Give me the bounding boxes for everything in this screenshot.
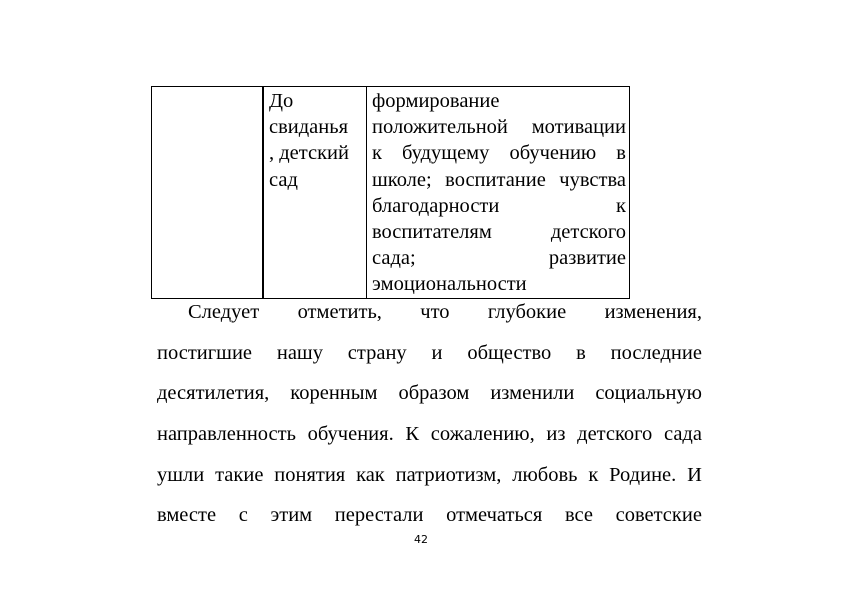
goals-line (372, 88, 626, 114)
word: любовь (512, 463, 578, 486)
word: мотивации (531, 116, 626, 139)
word: чувства (559, 168, 626, 191)
word: отметить, (297, 301, 382, 323)
body-paragraph (157, 298, 702, 542)
table-row (152, 87, 630, 299)
word: Следует (188, 301, 260, 323)
goals-line (372, 193, 626, 219)
word: социальную (595, 382, 702, 405)
word: из (546, 423, 566, 446)
goals-line (372, 167, 626, 193)
word: коренным (290, 382, 378, 405)
paragraph-line (157, 339, 702, 380)
word: нашу (276, 341, 323, 364)
table-cell-goals (367, 87, 630, 299)
word: изменения, (604, 301, 702, 323)
word: ушли (157, 463, 205, 486)
word: как (356, 463, 385, 486)
word: сожалению, (430, 423, 535, 446)
event-title-line: , детский (269, 142, 349, 165)
paragraph-line (157, 461, 702, 502)
goals-line (372, 114, 626, 140)
word: сада; (372, 247, 416, 270)
word: будущему (402, 142, 490, 165)
word: с (238, 504, 248, 527)
word: К (405, 423, 420, 446)
word: детского (577, 423, 653, 446)
event-title (264, 87, 366, 193)
paragraph-line (157, 298, 702, 339)
table-cell-empty (152, 87, 264, 299)
table-cell-event (263, 87, 367, 299)
word: сада (663, 423, 702, 446)
word: в (576, 341, 586, 364)
word: воспитателям (372, 221, 492, 244)
word: последние (610, 341, 702, 364)
activities-table (151, 86, 630, 299)
word: обучения. (307, 423, 394, 446)
word: глубокие (487, 301, 567, 323)
word: отмечаться (446, 504, 543, 527)
word: изменили (490, 382, 575, 405)
word: Родине. (609, 463, 677, 486)
word: этим (270, 504, 313, 527)
word: все (564, 504, 593, 527)
word: что (420, 301, 450, 323)
event-goals (367, 87, 629, 298)
word: общество (467, 341, 552, 364)
word: школе; (372, 168, 432, 191)
goals-line (372, 245, 626, 271)
word: к (616, 194, 626, 217)
word: положительной (372, 116, 508, 139)
word: И (687, 463, 702, 486)
word: советские (615, 504, 702, 527)
event-title-line: свиданья (269, 116, 349, 139)
word: понятия (274, 463, 346, 486)
word: патриотизм, (395, 463, 502, 486)
word: вместе (157, 504, 217, 527)
goals-line (372, 271, 626, 297)
word: десятилетия, (157, 382, 270, 405)
word: обучению (509, 142, 597, 165)
paragraph-line (157, 379, 702, 420)
word: благодарности (372, 194, 500, 217)
word: развитие (548, 247, 626, 270)
word: детского (550, 221, 626, 244)
word: страну (347, 341, 407, 364)
word: и (431, 341, 443, 364)
word: эмоциональности (372, 273, 527, 296)
event-title-line: До (269, 90, 294, 112)
paragraph-line (157, 420, 702, 461)
goals-line (372, 219, 626, 245)
word: к (372, 142, 382, 165)
word: воспитание (445, 168, 546, 191)
goals-line (372, 140, 626, 166)
word: образом (398, 382, 470, 405)
word: постигшие (157, 341, 253, 364)
word: формирование (372, 90, 500, 112)
page-number: 42 (414, 533, 428, 546)
word: к (588, 463, 599, 486)
word: перестали (334, 504, 424, 527)
word: в (616, 142, 626, 165)
word: такие (215, 463, 264, 486)
event-title-line: сад (269, 168, 298, 191)
word: направленность (157, 423, 296, 446)
